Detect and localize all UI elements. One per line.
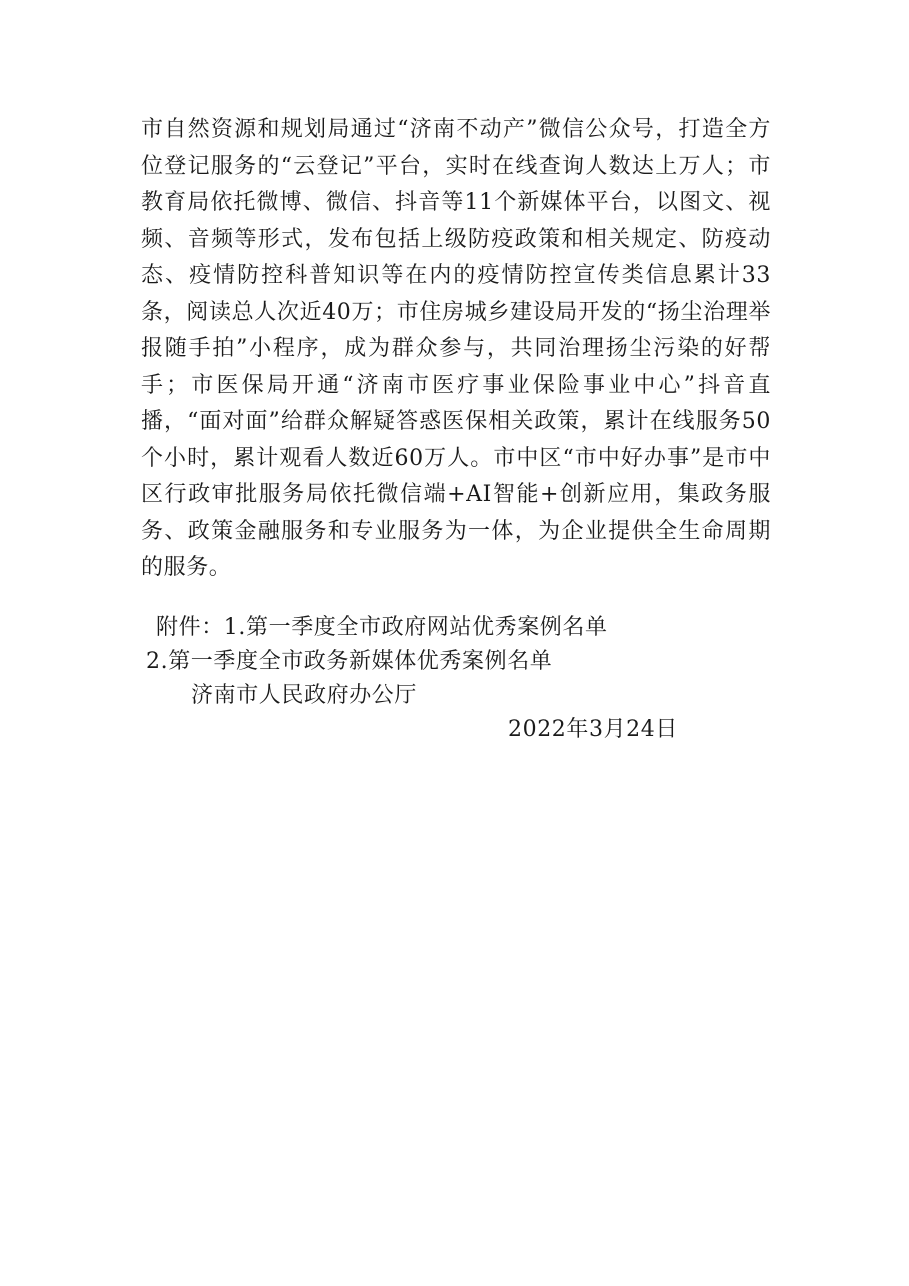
body-paragraph: 市自然资源和规划局通过“济南不动产”微信公众号，打造全方位登记服务的“云登记”平台，实时在线查询人数达上万人；市教育局依托微博、微信、抖音等11个新媒体平台，以图文、视频、音频等形式，发布包括上级防疫政策和相关规定、防疫动态、疫情防控科普知识等在内的疫情防控宣传类信息累计33条，阅读总人次近40万；市住房城乡建设局开发的“扬尘治理举报随手拍”小程序，成为群众参与，共同治理扬尘污染的好帮手；市医保局开通“济南市医疗事业保险事业中心”抖音直播，“面对面”给群众解疑答惑医保相关政策，累计在线服务50个小时，累计观看人数近60万人。市中区“市中好办事”是市中区行政审批服务局依托微信端+AI智能+创新应用，集政务服务、政策金融服务和专业服务为一体，为企业提供全生命周期的服务。 [141, 117, 771, 580]
issue-date: 2022年3月24日 [508, 717, 678, 742]
attachment-line-2: 2.第一季度全市政务新媒体优秀案例名单 [146, 649, 553, 674]
attachment-line-1: 附件：1.第一季度全市政府网站优秀案例名单 [156, 615, 608, 640]
issuing-organization: 济南市人民政府办公厅 [191, 683, 418, 708]
